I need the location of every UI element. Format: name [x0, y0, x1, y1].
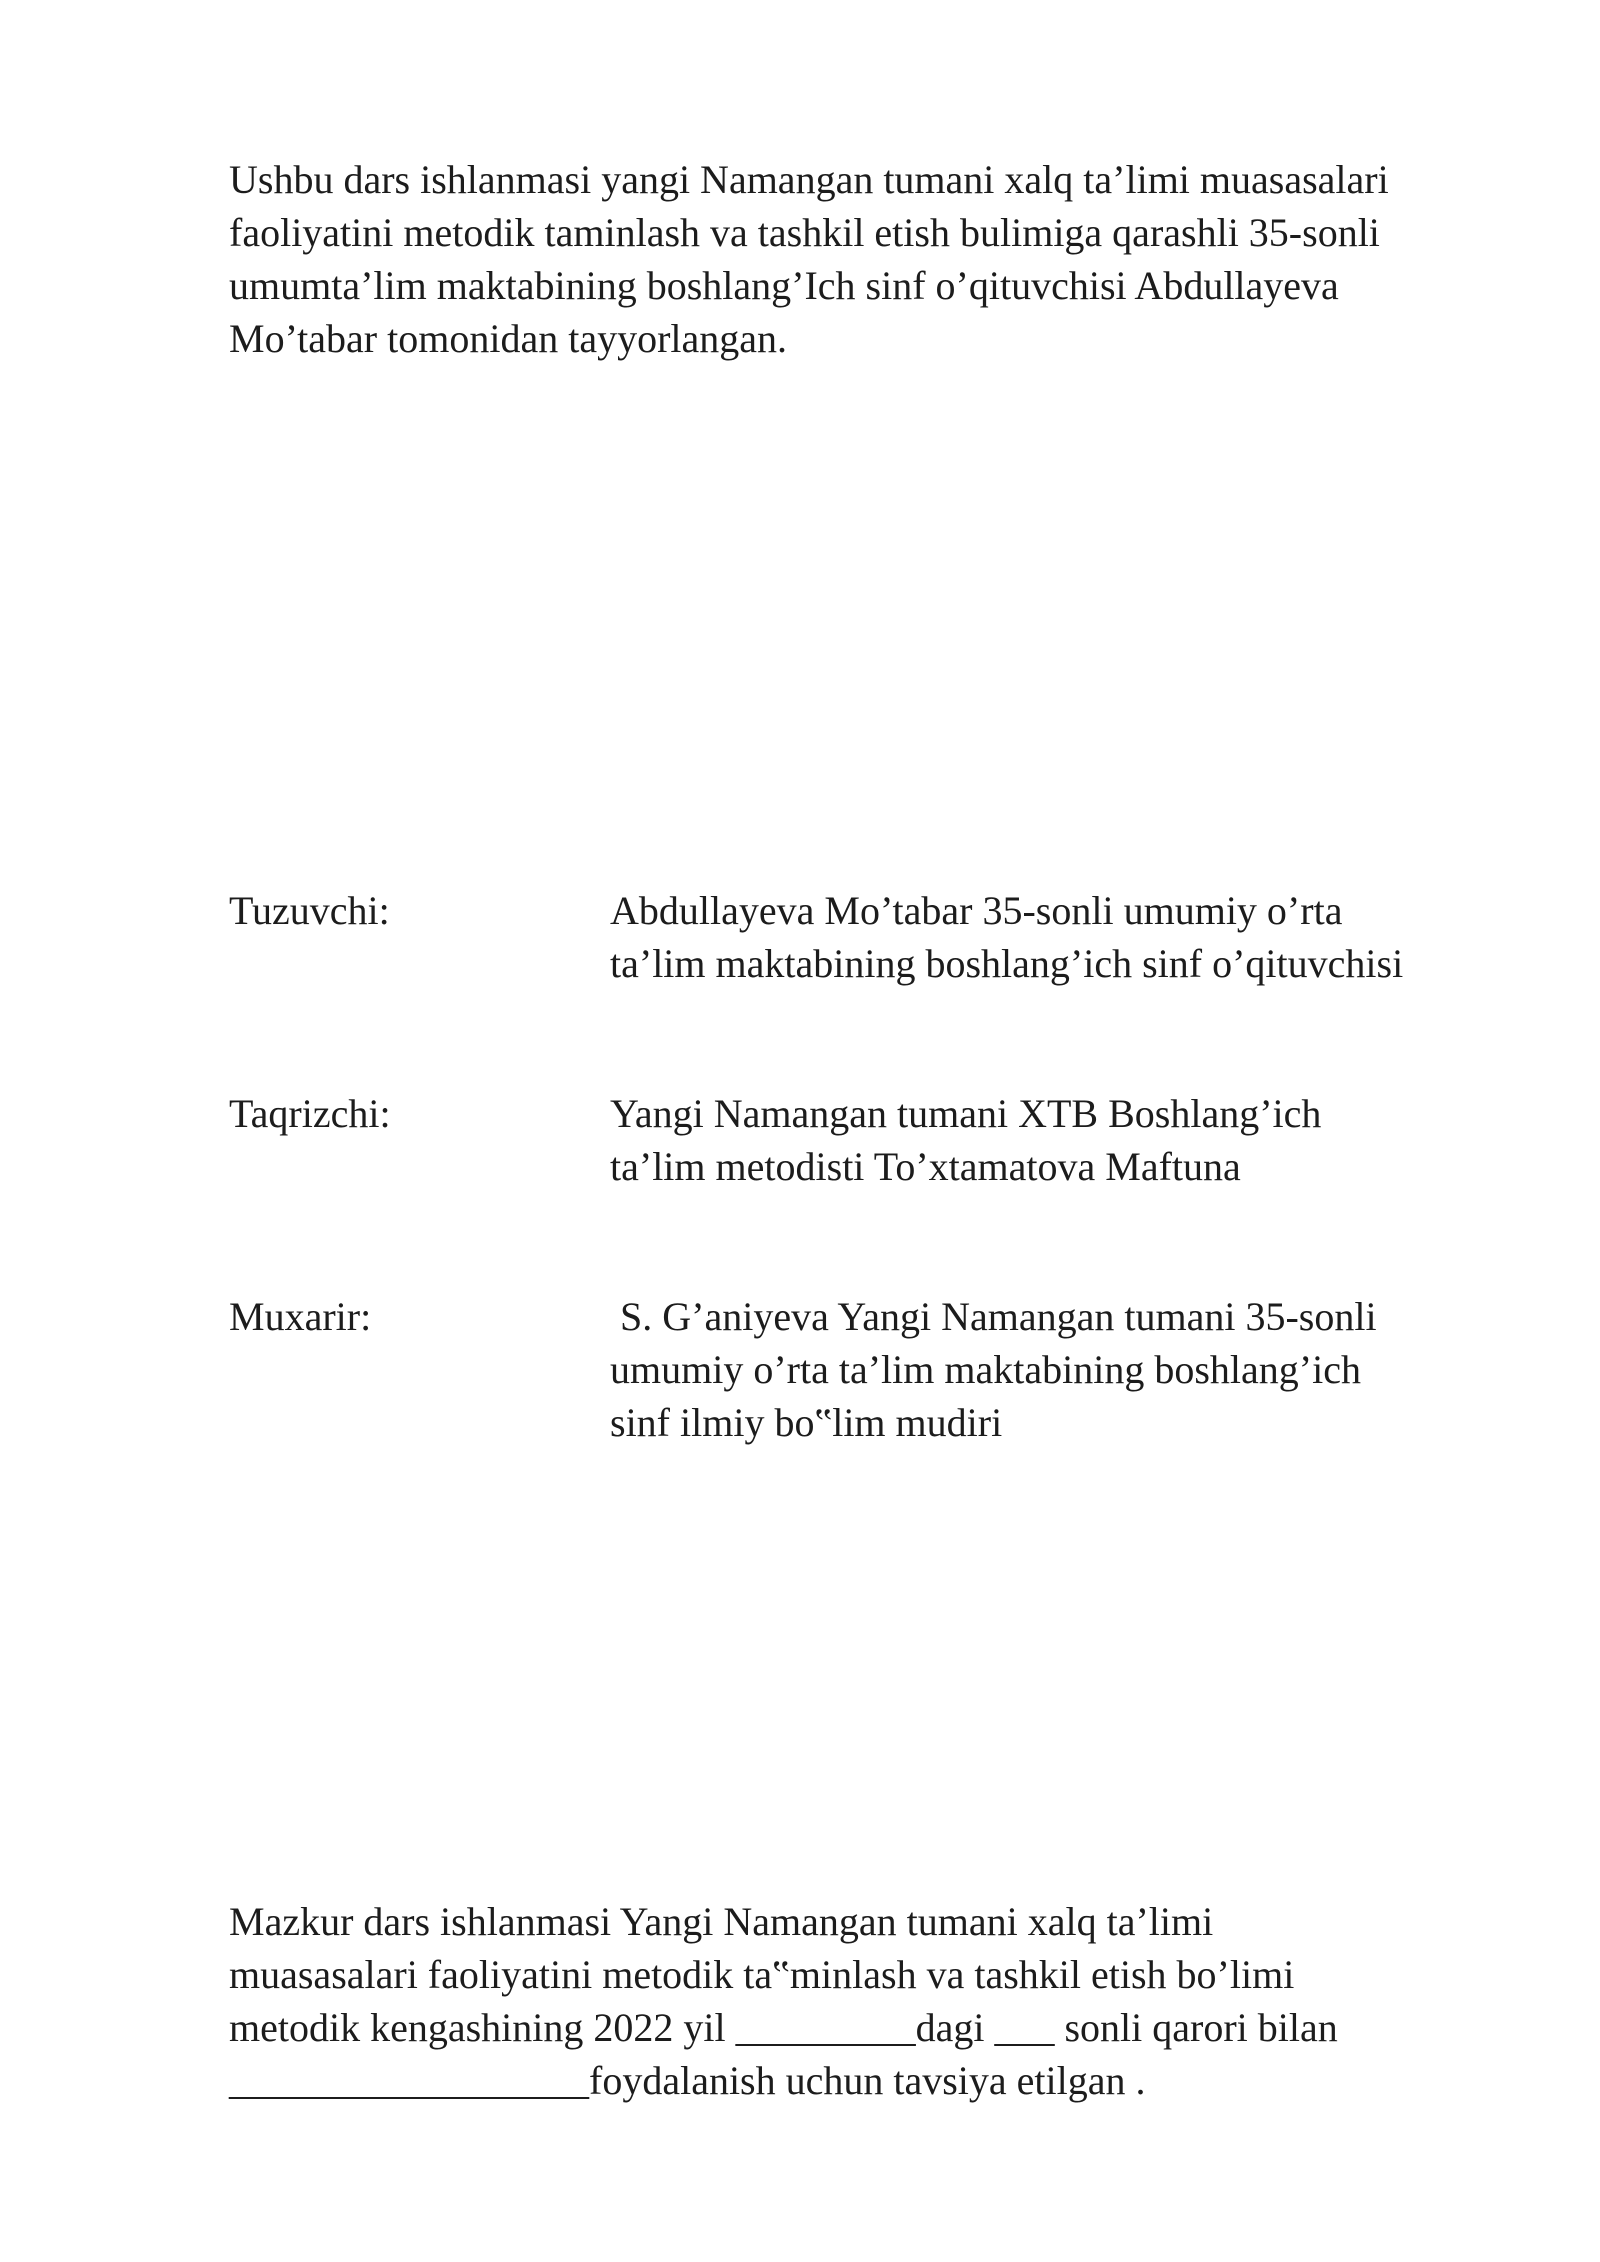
- author-label: Tuzuvchi:: [229, 888, 390, 933]
- intro-line-4: Mo’tabar tomonidan tayyorlangan.: [229, 316, 788, 361]
- intro-line-1: Ushbu dars ishlanmasi yangi Namangan tumani xalq ta’limi muasasalari: [229, 157, 1389, 202]
- editor-line-2: umumiy o’rta ta’lim maktabining boshlang’ich: [610, 1347, 1361, 1392]
- intro-line-2: faoliyatini metodik taminlash va tashkil etish bulimiga qarashli 35-sonli: [229, 210, 1380, 255]
- reviewer-label: Taqrizchi:: [229, 1091, 391, 1136]
- reviewer-line-2: ta’lim metodisti To’xtamatova Maftuna: [610, 1144, 1241, 1189]
- reviewer-line-1: Yangi Namangan tumani XTB Boshlang’ich: [610, 1091, 1322, 1136]
- editor-label: Muxarir:: [229, 1294, 372, 1339]
- author-line-1: Abdullayeva Mo’tabar 35-sonli umumiy o’rta: [610, 888, 1343, 933]
- editor-details: [610, 1290, 1377, 1449]
- recommendation-line-1: Mazkur dars ishlanmasi Yangi Namangan tumani xalq ta’limi: [229, 1899, 1214, 1944]
- editor-line-1: S. G’aniyeva Yangi Namangan tumani 35-sonli: [610, 1294, 1377, 1339]
- intro-paragraph: [229, 153, 1509, 365]
- author-details: [610, 884, 1403, 990]
- recommendation-paragraph: [229, 1895, 1509, 2107]
- recommendation-line-2: muasasalari faoliyatini metodik ta‟minlash va tashkil etish bo’limi: [229, 1952, 1295, 1997]
- recommendation-line-4: __________________foydalanish uchun tavsiya etilgan .: [229, 2058, 1146, 2103]
- editor-line-3: sinf ilmiy bo‟lim mudiri: [610, 1400, 1003, 1445]
- recommendation-line-3: metodik kengashining 2022 yil _________dagi ___ sonli qarori bilan: [229, 2005, 1338, 2050]
- author-line-2: ta’lim maktabining boshlang’ich sinf o’qituvchisi: [610, 941, 1404, 986]
- intro-line-3: umumta’lim maktabining boshlang’Ich sinf o’qituvchisi Abdullayeva: [229, 263, 1339, 308]
- reviewer-details: [610, 1087, 1321, 1193]
